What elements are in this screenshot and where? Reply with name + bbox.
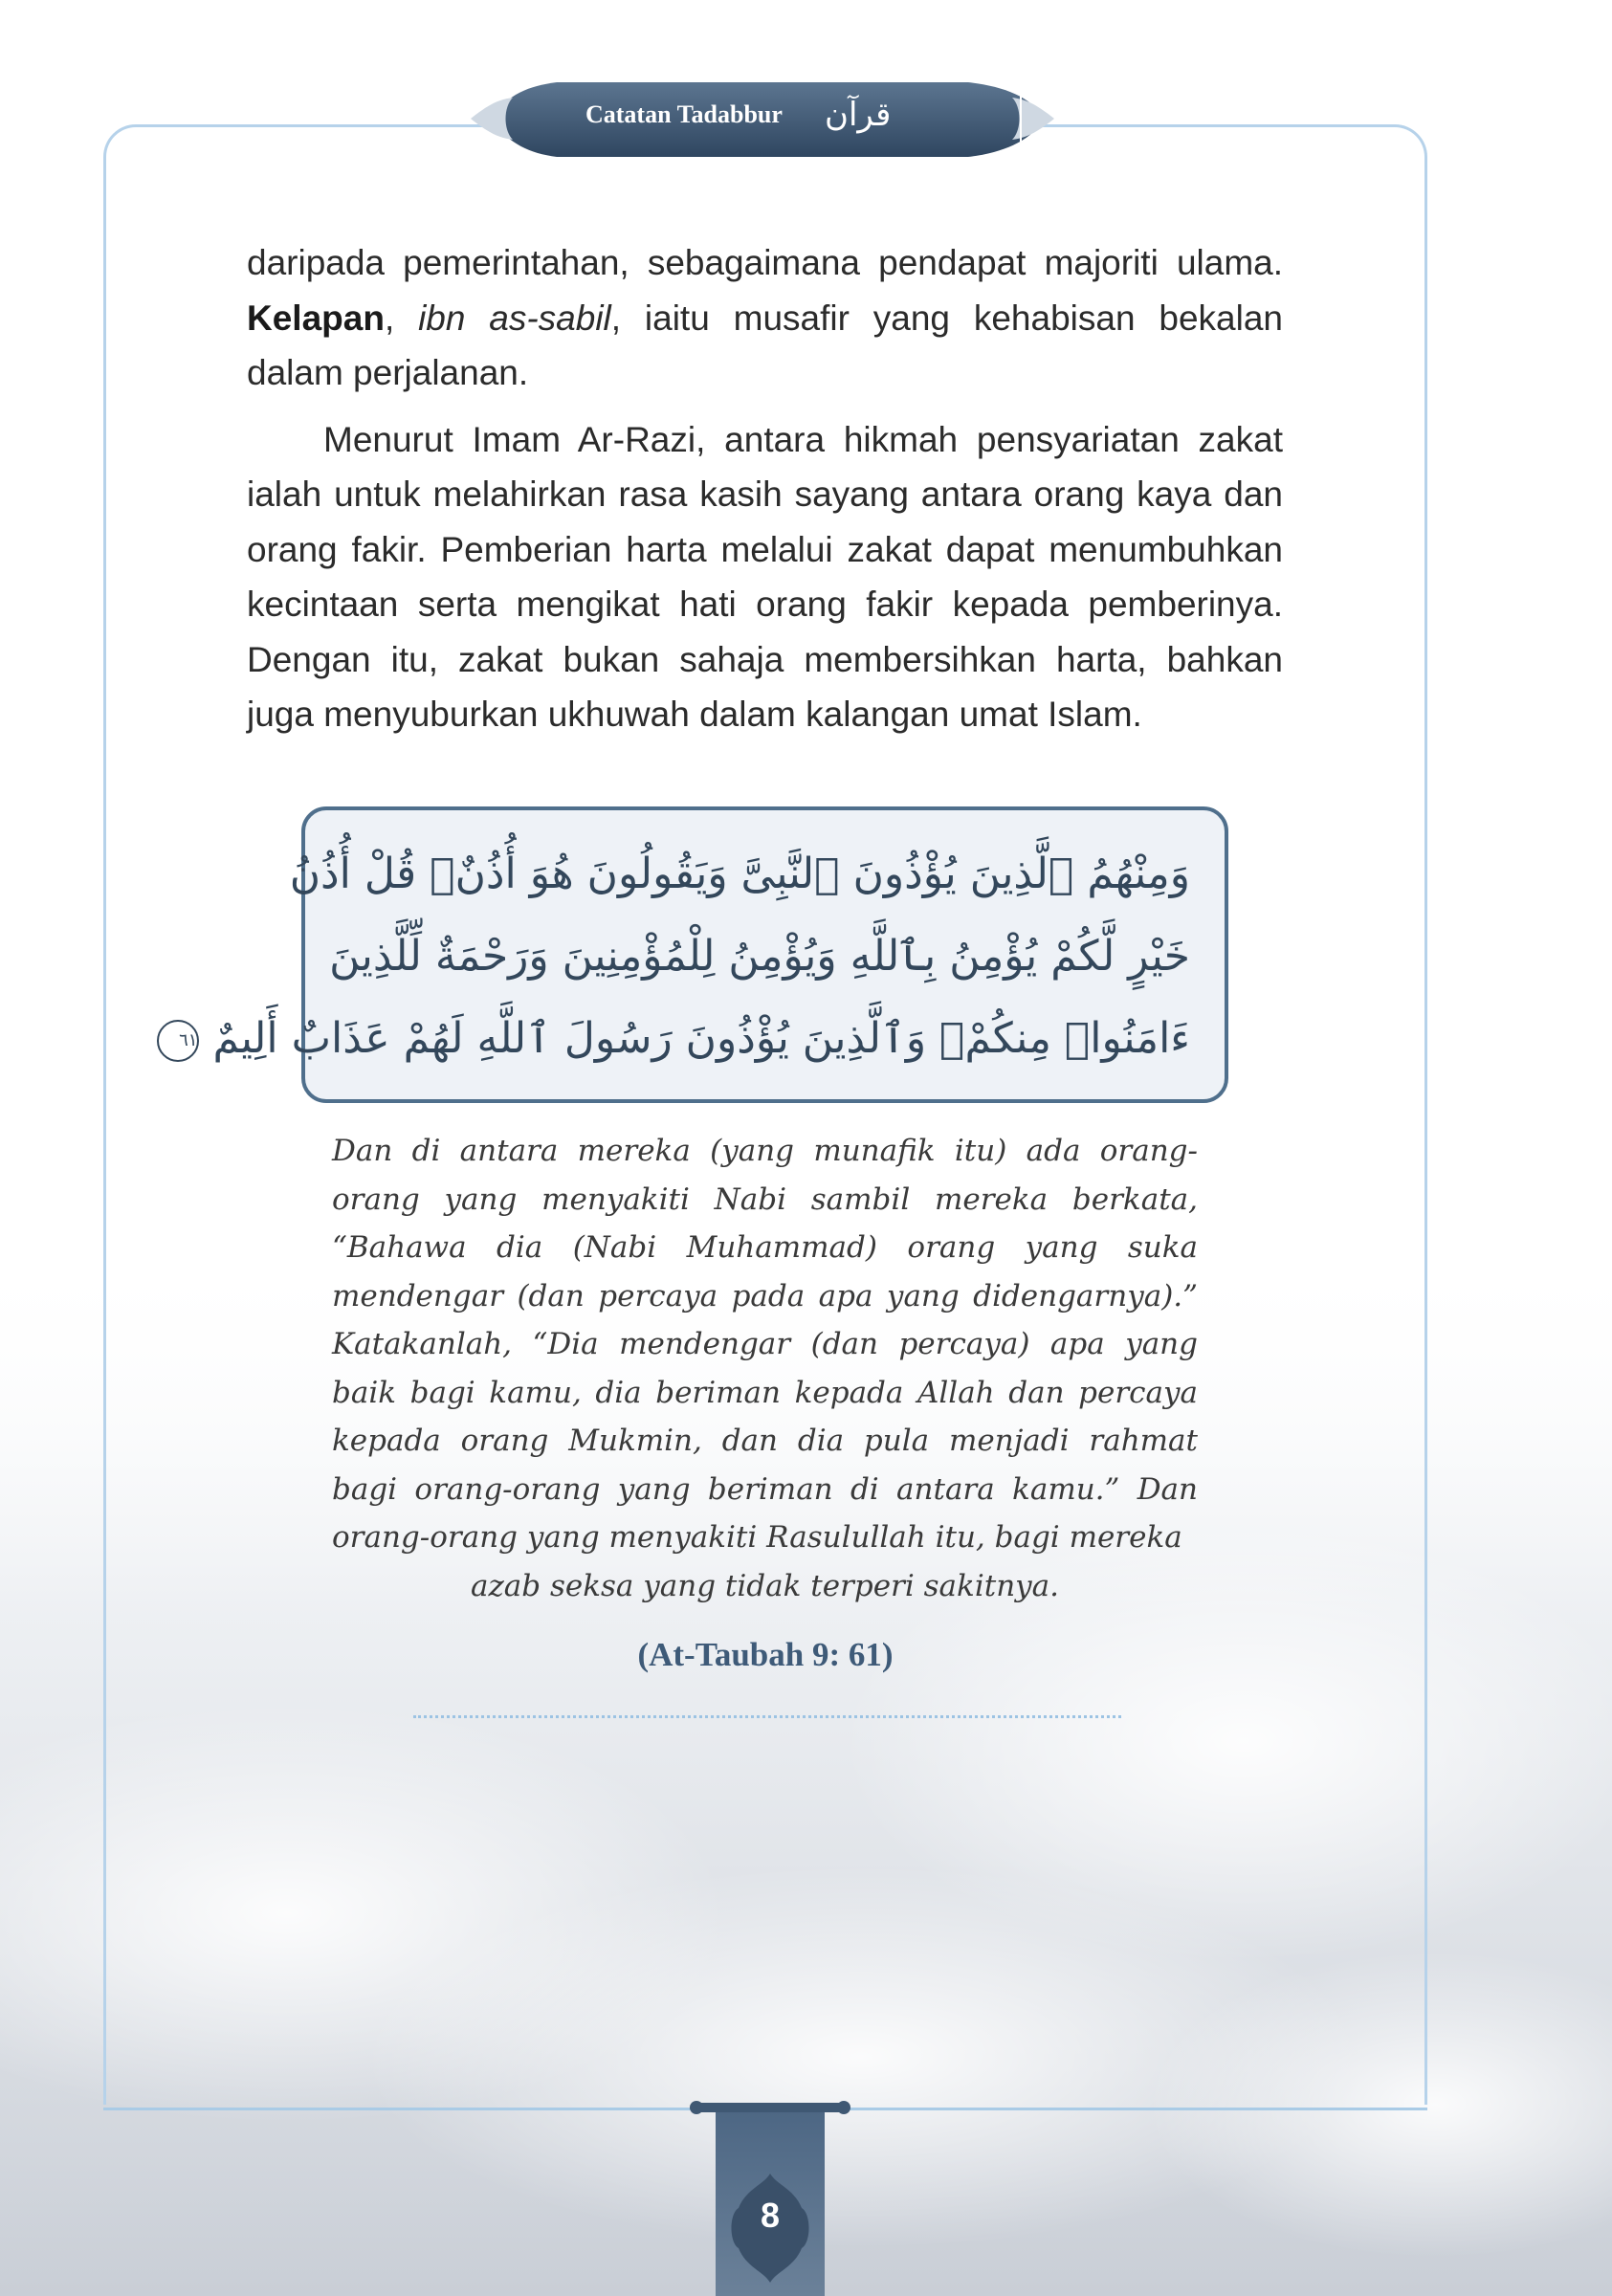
translation-text: Dan di antara mereka (yang munafik itu) ada orang-orang yang menyakiti Nabi sambil mereka berkata, “Bahawa dia (Nabi Muhammad) orang yang suka mendengar (dan percaya pada apa yang didengarnya).” Katakanlah, “Dia mendengar (dan percaya) apa yang baik bagi kamu, dia beriman kepada Allah dan percaya kepada orang Mukmin, dan dia pula menjadi rahmat bagi orang-orang yang beriman di antara kamu.” Dan orang-orang yang menyakiti Rasulullah itu, bagi mereka bbox=[332, 1134, 1198, 1555]
quran-verse-box bbox=[179, 806, 1228, 1103]
header-title: Catatan Tadabbur bbox=[585, 100, 783, 128]
verse-line-3 bbox=[179, 998, 1190, 1080]
paragraph-1: daripada pemerintahan, sebagaimana pendapat majoriti ulama. Kelapan, ibn as-sabil, iaitu musafir yang kehabisan bekalan dalam perjalanan. bbox=[247, 243, 1283, 392]
paragraph-2: Menurut Imam Ar-Razi, antara hikmah pensyariatan zakat ialah untuk melahirkan rasa kasih sayang antara orang kaya dan orang fakir. Pemberian harta melalui zakat dapat menumbuhkan kecintaan serta mengikat hati orang fakir kepada pemberinya. Dengan itu, zakat bukan sahaja membersihkan harta, bahkan juga menyuburkan ukhuwah dalam kalangan umat Islam. bbox=[247, 419, 1283, 734]
verse-line-3-text: ءَامَنُوا۟ مِنكُمْۚ وَٱلَّذِينَ يُؤْذُونَ رَسُولَ ٱللَّهِ لَهُمْ عَذَابٌ أَلِيمٌ bbox=[212, 1014, 1190, 1063]
paragraph-1-rest: , iaitu musafir yang kehabisan bekalan dalam perjalanan. bbox=[247, 298, 1283, 392]
verse-line-1: وَمِنْهُمُ ٱلَّذِينَ يُؤْذُونَ ٱلنَّبِىَّ وَيَقُولُونَ هُوَ أُذُنٌۚ قُلْ أُذُنُ bbox=[289, 850, 1190, 898]
ayah-number-marker: ٦١ bbox=[157, 1020, 199, 1062]
paragraph-1-line-1: daripada pemerintahan, sebagaimana pendapat majoriti ulama. bbox=[247, 243, 1283, 282]
book-logo: قرآن ١١٤ bbox=[825, 96, 892, 191]
verse-reference: (At-Taubah 9: 61) bbox=[637, 1636, 894, 1673]
dotted-divider bbox=[413, 1715, 1121, 1718]
italic-term: ibn as-sabil bbox=[418, 298, 611, 338]
verse-line-2: خَيْرٍ لَّكُمْ يُؤْمِنُ بِٱللَّهِ وَيُؤْمِنُ لِلْمُؤْمِنِينَ وَرَحْمَةٌ لِّلَّذِينَ bbox=[329, 932, 1190, 981]
bold-term: Kelapan bbox=[247, 298, 385, 338]
verse-translation bbox=[332, 1127, 1198, 1610]
translation-last-line: azab seksa yang tidak terperi sakitnya. bbox=[470, 1568, 1060, 1603]
body-text bbox=[247, 235, 1283, 742]
page-number: 8 bbox=[760, 2196, 781, 2235]
